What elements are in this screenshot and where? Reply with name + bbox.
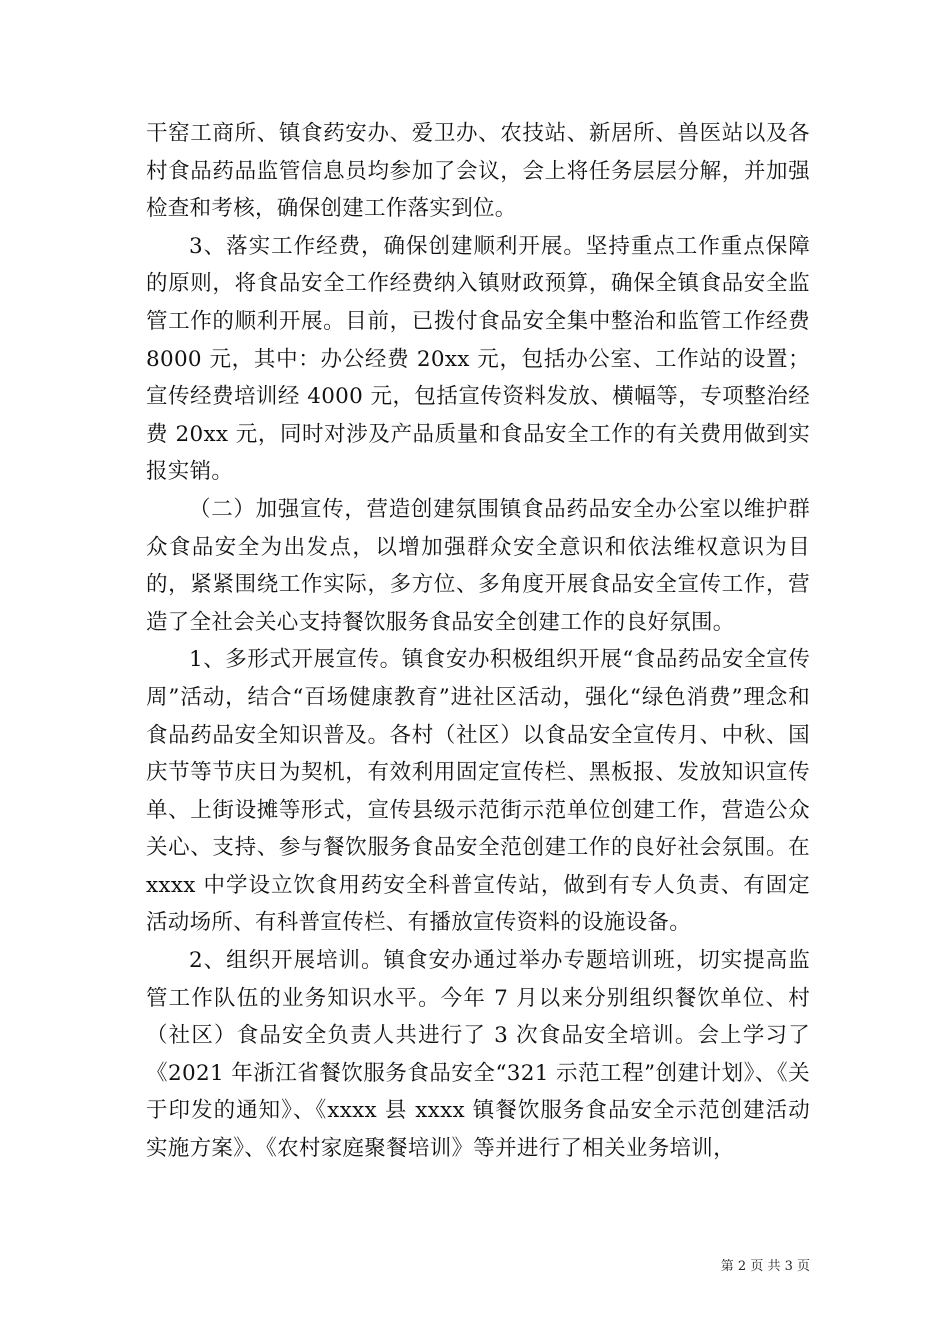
paragraph-continuation: 干窑工商所、镇食药安办、爱卫办、农技站、新居所、兽医站以及各村食品药品监管信息员均参加了会议，会上将任务层层分解，并加强检查和考核，确保创建工作落实到位。 (146, 121, 810, 222)
paragraph-publicity-forms: 1、多形式开展宣传。镇食安办积极组织开展“食品药品安全宣传周”活动，结合“百场健康教育”进社区活动，强化“绿色消费”理念和食品药品安全知识普及。各村（社区）以食品安全宣传月、中秋、国庆节等节庆日为契机，有效利用固定宣传栏、黑板报、发放知识宣传单、上街设摊等形式，宣传县级示范街示范单位创建工作，营造公众关心、支持、参与餐饮服务食品安全范创建工作的良好社会氛围。在 xxxx 中学设立饮食用药安全科普宣传站，做到有专人负责、有固定活动场所、有科普宣传栏、有播放宣传资料的设施设备。 (146, 647, 810, 936)
paragraph-publicity-heading: （二）加强宣传，营造创建氛围镇食品药品安全办公室以维护群众食品安全为出发点，以增加强群众安全意识和依法维权意识为目的，紧紧围绕工作实际，多方位、多角度开展食品安全宣传工作，营造了全社会关心支持餐饮服务食品安全创建工作的良好氛围。 (146, 496, 810, 635)
paragraph-training: 2、组织开展培训。镇食安办通过举办专题培训班，切实提高监管工作队伍的业务知识水平。今年 7 月以来分别组织餐饮单位、村（社区）食品安全负责人共进行了 3 次食品安全培训。会上学习了《2021 年浙江省餐饮服务食品安全“321 示范工程”创建计划》、《关于印发的通知》、《xxxx 县 xxxx 镇餐饮服务食品安全示范创建活动实施方案》、《农村家庭聚餐培训》等并进行了相关业务培训， (146, 948, 810, 1162)
paragraph-funding: 3、落实工作经费，确保创建顺利开展。坚持重点工作重点保障的原则，将食品安全工作经费纳入镇财政预算，确保全镇食品安全监管工作的顺利开展。目前，已拨付食品安全集中整治和监管工作经费 8000 元，其中：办公经费 20xx 元，包括办公室、工作站的设置；宣传经费培训经 4000 元，包括宣传资料发放、横幅等，专项整治经费 20xx 元，同时对涉及产品质量和食品安全工作的有关费用做到实报实销。 (146, 233, 810, 485)
page-number-footer: 第 2 页 共 3 页 (720, 1259, 810, 1274)
document-body (146, 115, 810, 1168)
